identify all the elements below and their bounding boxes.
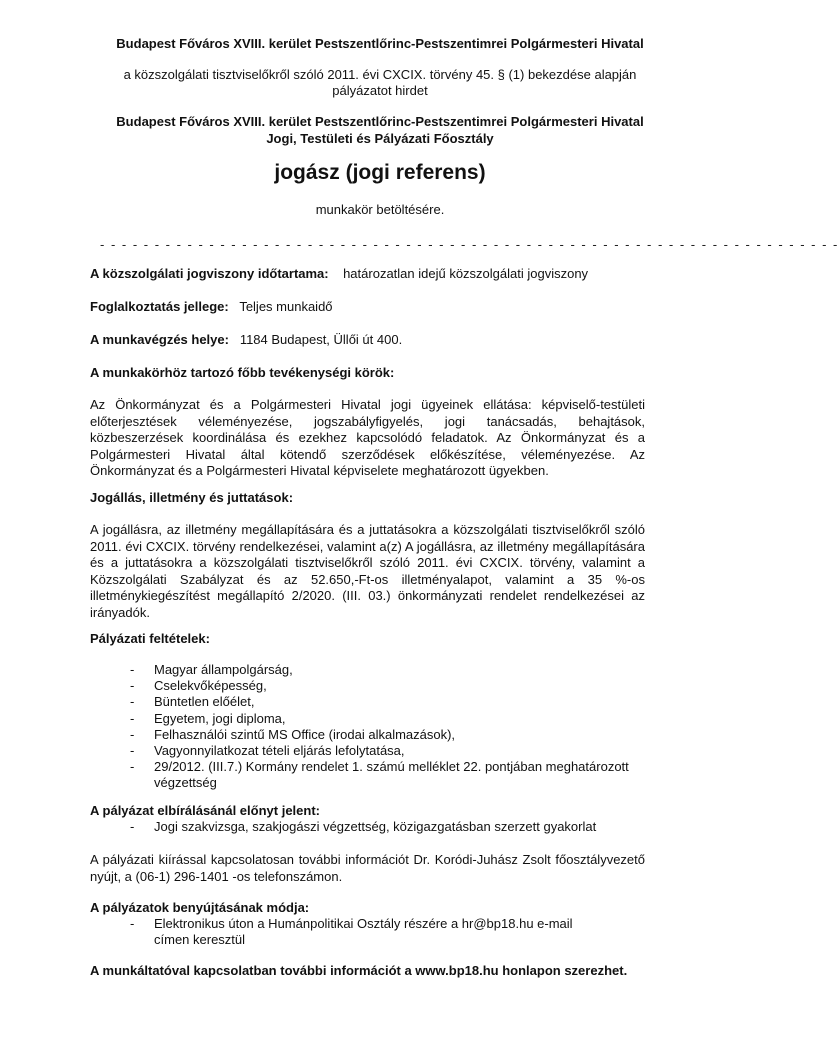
department-line2: Jogi, Testületi és Pályázati Főosztály (266, 131, 494, 146)
dash-bullet: - (130, 819, 135, 834)
submission-item (130, 916, 610, 948)
dash-bullet: - (130, 759, 135, 775)
dashed-separator: - - - - - - - - - - - - - - - - - - - - - - - - - - - - - - - - - - - - - - - - - - - - - - - - - - - - - - - - - - - - - - - - - - - - (100, 237, 839, 252)
submission-list (130, 916, 610, 948)
submission-heading: A pályázatok benyújtásának módja: (90, 900, 310, 915)
position-title: jogász (jogi referens) (274, 161, 486, 184)
duties-text: Az Önkormányzat és a Polgármesteri Hivatal jogi ügyeinek ellátása: képviselő-testületi előterjesztések véleményezése, jogszabályfigyelés, jogi tanácsadás, behajtások, közbeszerzések koordinálása és ezekhez kapcsolódó feladatok. Az Önkormányzat és a Polgármesteri Hivatal által kötendő szerződések előkészítése, véleményezése. Az Önkormányzat és a Polgármesteri Hivatal képviselete meghatározott ügyekben. (90, 397, 645, 478)
salary-text: A jogállásra, az illetmény megállapítására és a juttatásokra a közszolgálati tisztviselőkről szóló 2011. évi CXCIX. törvény rendelkezései, valamint a(z) A jogállásra, az illetmény megállapítására és a juttatásokra a közszolgálati tisztviselőkről szóló 2011. évi CXCIX. törvény, valamint a Közszolgálati Szabályzat és az 52.650,-Ft-os illetményalapot, valamint a 35 %-os illetménykiegészítést megállapító 2/2020. (III. 03.) önkormányzati rendelet rendelkezései az irányadók. (90, 522, 645, 620)
contact-text: A pályázati kiírással kapcsolatosan további információt Dr. Koródi-Juhász Zsolt főosztályvezető nyújt, a (06-1) 296-1401 -os telefonszámon. (90, 852, 645, 884)
location-label: A munkavégzés helye: (90, 332, 229, 347)
employment-label: Foglalkoztatás jellege: (90, 299, 229, 314)
requirements-heading: Pályázati feltételek: (90, 631, 210, 646)
requirement-item (130, 694, 650, 710)
employment-value: Teljes munkaidő (239, 299, 333, 314)
location-value: 1184 Budapest, Üllői út 400. (239, 332, 403, 347)
employment-row (90, 299, 652, 315)
requirement-item (130, 743, 650, 759)
requirement-item (130, 662, 650, 678)
requirement-item-text: Cselekvőképesség, (154, 678, 267, 694)
requirement-item-text: Vagyonnyilatkozat tételi eljárás lefolytatása, (154, 743, 405, 759)
advantages-list (130, 819, 650, 835)
advantages-heading: A pályázat elbírálásánál előnyt jelent: (90, 803, 320, 818)
department-line1: Budapest Főváros XVIII. kerület Pestszentlőrinc-Pestszentimrei Polgármesteri Hivatal (116, 114, 644, 129)
dash-bullet: - (130, 662, 135, 677)
legal-basis (90, 67, 670, 99)
requirement-item-text: Egyetem, jogi diploma, (154, 710, 286, 726)
institution-name: Budapest Főváros XVIII. kerület Pestszentlőrinc-Pestszentimrei Polgármesteri Hivatal (116, 36, 644, 51)
salary-heading: Jogállás, illetmény és juttatások: (90, 490, 294, 505)
duties-heading: A munkakörhöz tartozó főbb tevékenységi körök: (90, 365, 395, 380)
department (90, 113, 670, 147)
footer-info: A munkáltatóval kapcsolatban további információt a www.bp18.hu honlapon szerezhet. (90, 963, 628, 978)
submission-item-text: Elektronikus úton a Humánpolitikai Osztály részére a hr@bp18.hu e-mail címen keresztül (154, 916, 573, 948)
requirement-item-text: Felhasználói szintű MS Office (irodai alkalmazások), (154, 726, 456, 742)
requirement-item-text: Magyar állampolgárság, (154, 662, 293, 677)
advantage-item-text: Jogi szakvizsga, szakjogászi végzettség, közigazgatásban szerzett gyakorlat (154, 819, 597, 834)
position-subtitle: munkakör betöltésére. (315, 202, 445, 217)
requirement-item-text: 29/2012. (III.7.) Kormány rendelet 1. számú melléklet 22. pontjában meghatározott végzettség (154, 759, 629, 791)
legal-basis-line1: a közszolgálati tisztviselőkről szóló 2011. évi CXCIX. törvény 45. § (1) bekezdése alapján (123, 67, 637, 82)
duration-label: A közszolgálati jogviszony időtartama: (90, 266, 329, 281)
dash-bullet: - (130, 710, 135, 726)
advantage-item (130, 819, 650, 835)
dash-bullet: - (130, 743, 135, 759)
location-row (90, 332, 652, 348)
duration-value: határozatlan idejű közszolgálati jogviszony (343, 266, 589, 281)
requirement-item (130, 711, 650, 727)
legal-basis-line2: pályázatot hirdet (332, 83, 428, 98)
requirement-item (130, 727, 650, 743)
requirements-list (130, 662, 650, 792)
requirement-item (130, 678, 650, 694)
requirement-item-text: Büntetlen előélet, (154, 694, 255, 710)
dash-bullet: - (130, 678, 135, 694)
dash-bullet: - (130, 694, 135, 710)
dash-bullet: - (130, 916, 135, 931)
duration-row (90, 266, 652, 282)
requirement-item (130, 759, 650, 791)
dash-bullet: - (130, 726, 135, 742)
